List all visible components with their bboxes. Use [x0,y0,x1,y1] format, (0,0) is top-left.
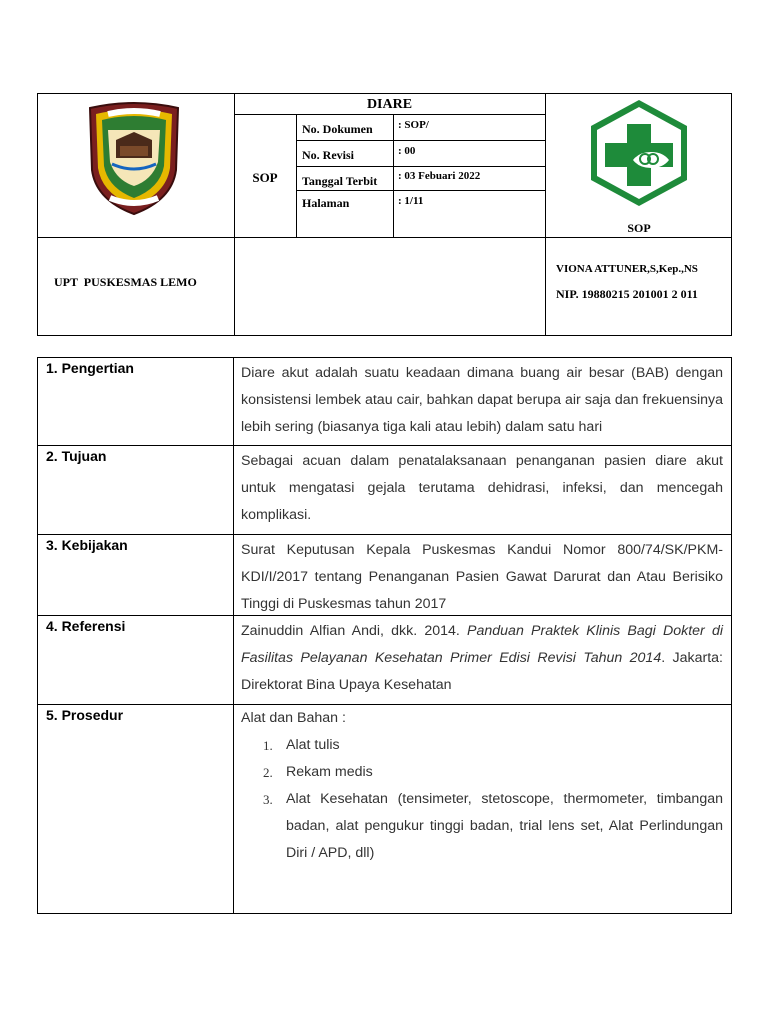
signatory-name: VIONA ATTUNER,S,Kep.,NS [556,263,698,275]
section-label: 4. Referensi [46,618,126,634]
section-referensi [38,616,731,705]
section-text [241,705,723,867]
puskesmas-cross-icon [585,98,693,208]
section-text [241,618,723,699]
header-table [37,93,732,336]
list-item: 1. Alat tulis [263,737,340,753]
section-pengertian [38,358,731,446]
sop-content-table [37,357,732,914]
section-text: Diare akut adalah suatu keadaan dimana buang air besar (BAB) dengan konsistensi lembek atau cair, bahkan dapat berupa air saja dan frekuensinya lebih sering (biasanya tiga kali atau lebih) dalam satu hari [241,365,723,435]
logo-caption: SOP [627,221,651,235]
field-value-halaman: : 1/11 [398,195,424,207]
procedure-list [241,732,723,867]
section-text: Surat Keputusan Kepala Puskesmas Kandui Nomor 800/74/SK/PKM-KDI/I/2017 tentang Penanganan Pasien Gawat Darurat dan Atau Berisiko Tinggi di Puskesmas tahun 2017 [241,542,723,612]
signatory-nip: NIP. 19880215 201001 2 011 [556,287,698,301]
puskesmas-logo [585,98,693,208]
reference-publisher: . Jakarta: Direktorat Bina Upaya Kesehatan [241,650,723,693]
field-label-halaman: Halaman [302,196,350,210]
list-item: 2. Rekam medis [263,764,373,780]
reference-book-title: Panduan Praktek Klinis Bagi Dokter di Fasilitas Pelayanan Kesehatan Primer Edisi Revisi Tahun 2014 [241,623,723,666]
section-label: 5. Prosedur [46,707,124,723]
section-label: 2. Tujuan [46,448,107,464]
field-label-no-dokumen: No. Dokumen [302,122,373,136]
document-title: DIARE [366,97,413,112]
section-kebijakan [38,535,731,616]
section-text: Sebagai acuan dalam penatalaksanaan penanganan pasien diare akut untuk mengatasi gejala terutama dehidrasi, infeksi, dan mencegah komplikasi. [241,453,723,523]
procedure-intro: Alat dan Bahan : [241,710,346,726]
field-value-tanggal-terbit: : 03 Febuari 2022 [398,170,481,182]
section-label: 1. Pengertian [46,360,134,376]
reference-authors: Zainuddin Alfian Andi, dkk. 2014. [241,623,468,639]
institution-name: UPT PUSKESMAS LEMO [54,275,197,289]
field-label-tanggal-terbit: Tanggal Terbit [302,174,378,188]
section-tujuan [38,446,731,535]
field-label-no-revisi: No. Revisi [302,148,354,162]
section-prosedur [38,705,731,914]
regency-shield-icon [86,100,182,216]
sop-label: SOP [252,170,278,185]
list-item: 3. Alat Kesehatan (tensimeter, stetoscope, thermometer, timbangan badan, alat pengukur tinggi badan, trial lens set, Alat Perlindungan Diri / APD, dll) [263,791,723,861]
section-label: 3. Kebijakan [46,537,128,553]
field-value-no-revisi: : 00 [398,145,416,157]
field-value-no-dokumen: : SOP/ [398,119,429,131]
regency-logo [86,100,182,216]
